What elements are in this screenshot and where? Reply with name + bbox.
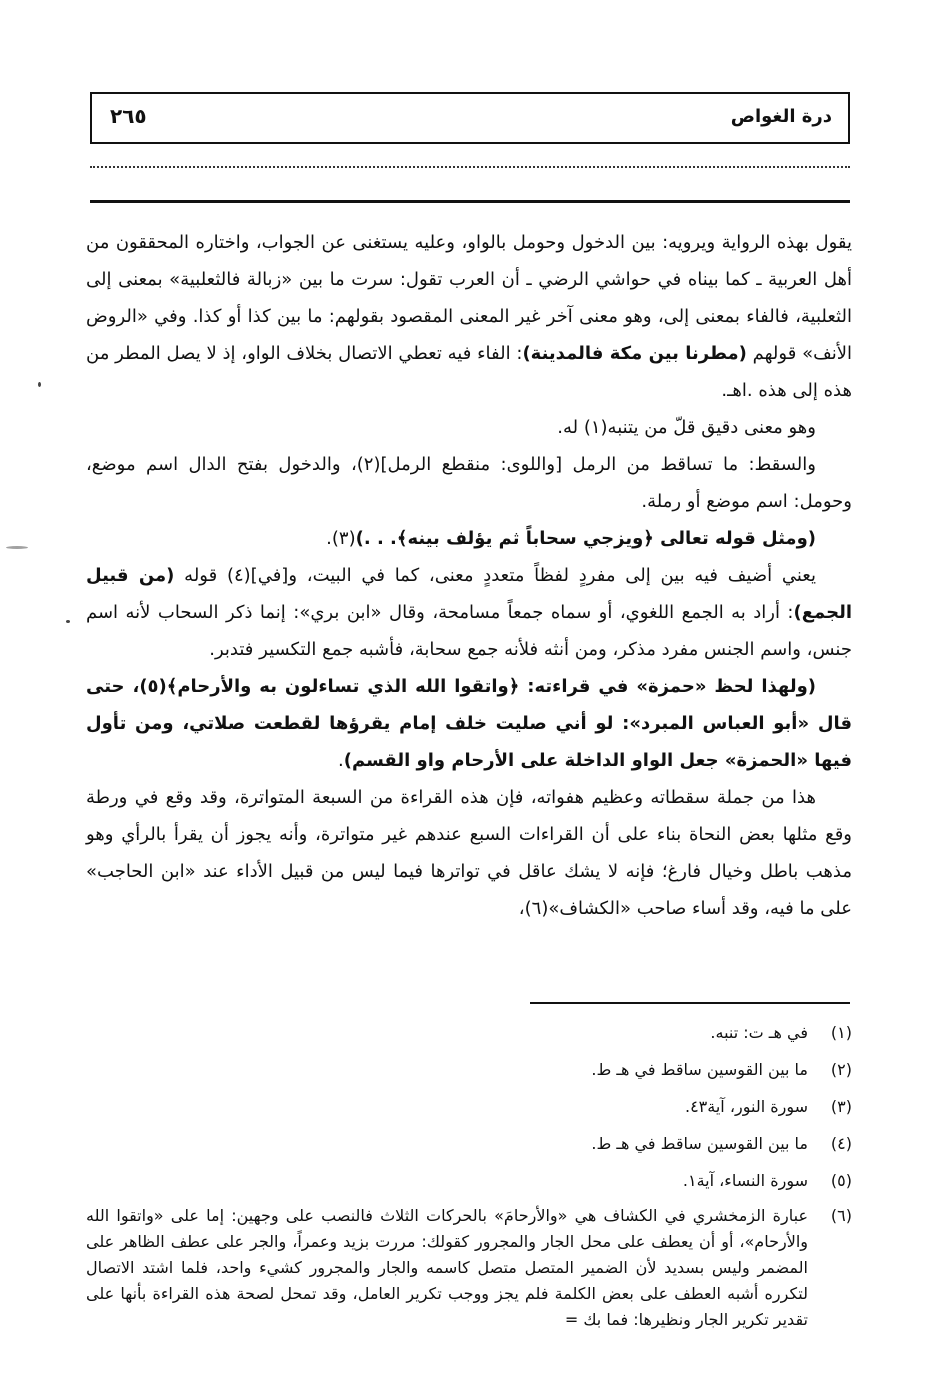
footnote-rule bbox=[530, 1002, 850, 1004]
p1-line-1: يقول بهذه الرواية ويرويه: بين الدخول وحومل بالواو، وعليه يستغنى عن الجواب، bbox=[255, 232, 852, 253]
paragraph-1 bbox=[86, 224, 852, 409]
paragraph-6 bbox=[86, 668, 852, 779]
paragraph-3: والسقط: ما تساقط من الرمل [واللوى: منقطع الرمل](٢)، والدخول بفتح الدال اسم موضع، وحومل: اسم موضع أو رملة. bbox=[86, 454, 852, 512]
p1-line-4: المقصود بقولهم: ما بين كذا أو كذا. وفي «الروض الأنف» قولهم bbox=[86, 306, 852, 364]
p1-line-2: واختاره المحققون من أهل العربية ـ كما بيناه في حواشي الرضي ـ أن العرب تقول: سرت bbox=[86, 232, 852, 290]
paragraph-2: وهو معنى دقيق قلّ من يتنبه(١) له. bbox=[557, 417, 816, 438]
main-text bbox=[86, 224, 852, 927]
footnote-text: سورة النور، آية٤٣. bbox=[684, 1097, 808, 1116]
footnote-6 bbox=[86, 1203, 852, 1333]
running-header bbox=[90, 92, 850, 144]
header-rule bbox=[90, 200, 850, 203]
footnote-2 bbox=[86, 1051, 852, 1088]
p1-bold-quote: (مطرنا بين مكة فالمدينة) bbox=[522, 343, 747, 364]
page-number: ٢٦٥ bbox=[110, 104, 147, 128]
footnote-text: ما بين القوسين ساقط في هـ ط. bbox=[591, 1134, 808, 1153]
p1-line-3: ما بين «زبالة فالثعلبية» بمعنى إلى الثعلبية، فالفاء بمعنى إلى، وهو معنى آخر غير المعنى bbox=[86, 269, 852, 327]
footnote-text: سورة النساء، آية١. bbox=[682, 1171, 808, 1190]
footnote-text: عبارة الزمخشري في الكشاف هي «والأرحامَ» بالحركات الثلاث فالنصب على وجهين: إما على «واتقوا الله والأرحام»، أو أن يعطف على محل الجار والمجرور كقولك: مررت بزيد وعمراً، والجر على عطف الظاهر على المضمر وليس بسديد لأن الضمير المتصل متصل كاسمه والجار والمجرور كشيء واحد، فلما اشتد الاتصال لتكرره أشبه العطف على بعض الكلمة فلم يجز ووجب تكرير العامل، وقد تمحل لصحة هذه القراءة بأنها على تقدير تكرير الجار ونظيرها: فما بك = bbox=[86, 1206, 808, 1329]
footnote-text: ما بين القوسين ساقط في هـ ط. bbox=[591, 1060, 808, 1079]
paragraph-4 bbox=[86, 520, 852, 557]
running-header-title: درة الغواص bbox=[730, 106, 832, 127]
footnote-number: (٦) bbox=[830, 1206, 852, 1225]
footnote-number: (٤) bbox=[830, 1134, 852, 1153]
header-dotted-line bbox=[90, 148, 850, 168]
p4-tail: (٣). bbox=[326, 528, 356, 549]
p6-bold-quote: (ولهذا لحظ «حمزة» في قراءته: ﴿واتقوا الله الذي تساءلون به والأرحام﴾(٥)، حتى قال «أبو العباس المبرد»: لو أني صليت خلف إمام يقرؤها لقطعت صلاتي، ومن تأول فيها «الحمزة» جعل الواو الداخلة على الأرحام واو القسم) bbox=[86, 676, 852, 771]
p5-head: يعني أضيف فيه بين إلى مفردٍ لفظاً متعددٍ معنى، كما في البيت، و[في](٤) قوله bbox=[184, 565, 816, 586]
footnote-number: (٥) bbox=[830, 1171, 852, 1190]
footnote-4 bbox=[86, 1125, 852, 1162]
scan-speck bbox=[38, 382, 41, 387]
footnotes bbox=[86, 1014, 852, 1333]
scan-speck bbox=[6, 546, 28, 549]
footnote-number: (٢) bbox=[830, 1060, 852, 1079]
footnote-5 bbox=[86, 1162, 852, 1199]
scan-speck bbox=[66, 620, 70, 623]
footnote-1 bbox=[86, 1014, 852, 1051]
p4-bold-quote: (ومثل قوله تعالى ﴿ويزجي سحاباً ثم يؤلف بينه﴾. . .) bbox=[355, 528, 816, 549]
footnote-number: (١) bbox=[830, 1023, 852, 1042]
p1-tail: : الفاء فيه تعطي الاتصال بخلاف الواو، إذ لا يصل المطر من هذه إلى هذه .اهـ. bbox=[86, 343, 852, 401]
p5-bold-quote: (من قبيل الجمع) bbox=[86, 565, 852, 623]
footnote-number: (٣) bbox=[830, 1097, 852, 1116]
paragraph-5 bbox=[86, 557, 852, 668]
footnote-text: في هـ ت: تنبه. bbox=[710, 1023, 808, 1042]
footnote-3 bbox=[86, 1088, 852, 1125]
paragraph-7: هذا من جملة سقطاته وعظيم هفواته، فإن هذه القراءة من السبعة المتواترة، وقد وقع في ورطة وقع مثلها بعض النحاة بناء على أن القراءات السبع عندهم غير متواترة، وأنه يجوز أن يقرأ بالرأي وهو مذهب باطل وخيال فارغ؛ فإنه لا يشك عاقل في تواترها فيما ليس من قبيل الأداء عند «ابن الحاجب» على ما فيه، وقد أساء صاحب «الكشاف»(٦)، bbox=[86, 787, 852, 919]
p6-tail: . bbox=[338, 750, 344, 771]
p5-tail: : أراد به الجمع اللغوي، أو سماه جمعاً مسامحة، وقال «ابن بري»: إنما ذكر السحاب لأنه اسم جنس، واسم الجنس مفرد مذكر، ومن أنثه فلأنه جمع سحابة، فأشبه جمع التكسير فتدبر. bbox=[86, 602, 852, 660]
